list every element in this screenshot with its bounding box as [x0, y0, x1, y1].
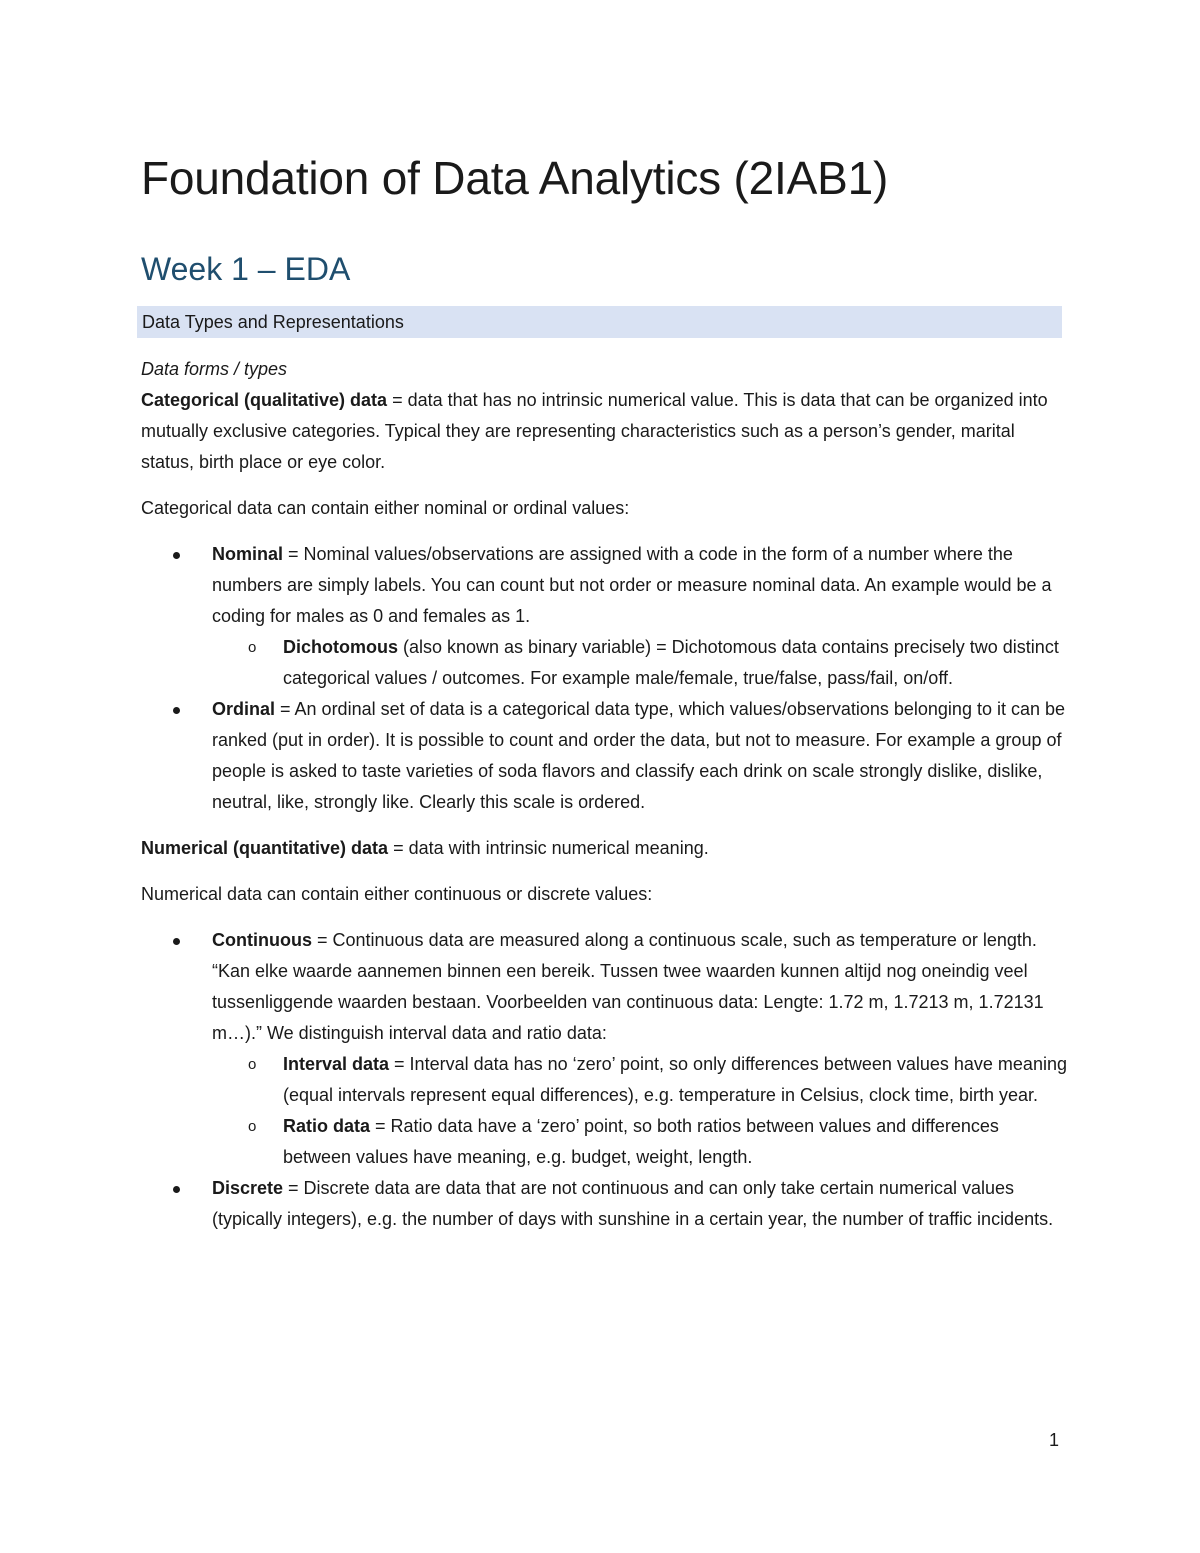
week-heading: Week 1 – EDA [141, 251, 351, 287]
text-ratio: = Ratio data have a ‘zero’ point, so both ratios between values and differences between values have meaning, e.g. budget, weight, length. [283, 1116, 999, 1167]
list-item-dichotomous [212, 632, 1071, 694]
circle-bullet-icon: o [248, 1056, 257, 1073]
term-interval: Interval data [283, 1054, 390, 1074]
term-categorical: Categorical (qualitative) data [141, 390, 388, 410]
document-body [141, 354, 1071, 1250]
paragraph-categorical-intro: Categorical data can contain either nominal or ordinal values: [141, 498, 630, 518]
term-continuous: Continuous [212, 930, 312, 950]
subheading-data-forms: Data forms / types [141, 359, 288, 379]
term-ratio: Ratio data [283, 1116, 371, 1136]
text-dichotomous: (also known as binary variable) = Dichotomous data contains precisely two distinct categorical values / outcomes. For example male/female, true/false, pass/fail, on/off. [283, 637, 1059, 688]
list-item-discrete [141, 1173, 1071, 1235]
term-discrete: Discrete [212, 1178, 284, 1198]
text-ordinal: = An ordinal set of data is a categorical data type, which values/observations belonging to it can be ranked (put in order). It is possible to count and order the data, but not to measure. For example a group of people is asked to taste varieties of soda flavors and classify each drink on scale strongly dislike, dislike, neutral, like, strongly like. Clearly this scale is ordered. [212, 699, 1066, 812]
term-numerical: Numerical (quantitative) data [141, 838, 389, 858]
text-continuous: = Continuous data are measured along a continuous scale, such as temperature or length. “Kan elke waarde aannemen binnen een bereik. Tussen twee waarden kunnen altijd nog oneindig veel tussenliggende waarden bestaan. Voorbeelden van continuous data: Lengte: 1.72 m, 1.7213 m, 1.72131 m…).” We distinguish interval data and ratio data: [212, 930, 1044, 1043]
text-discrete: = Discrete data are data that are not continuous and can only take certain numerical values (typically integers), e.g. the number of days with sunshine in a certain year, the number of traffic incidents. [212, 1178, 1054, 1229]
paragraph-numerical [141, 833, 1071, 864]
text-categorical: = data that has no intrinsic numerical value. This is data that can be organized into mutually exclusive categories. Typical they are representing characteristics such as a person’s gender, marital status, birth place or eye color. [141, 390, 1048, 472]
page-number: 1 [1049, 1430, 1060, 1450]
section-heading-bar [137, 306, 1062, 338]
paragraph-numerical-intro: Numerical data can contain either continuous or discrete values: [141, 884, 653, 904]
term-nominal: Nominal [212, 544, 284, 564]
text-interval: = Interval data has no ‘zero’ point, so only differences between values have meaning (equal intervals represent equal differences), e.g. temperature in Celsius, clock time, birth year. [283, 1054, 1067, 1105]
list-item-continuous [141, 925, 1071, 1173]
text-nominal: = Nominal values/observations are assigned with a code in the form of a number where the numbers are simply labels. You can count but not order or measure nominal data. An example would be a coding for males as 0 and females as 1. [212, 544, 1052, 626]
list-item-ordinal [141, 694, 1071, 818]
list-item-interval [212, 1049, 1071, 1111]
text-numerical: = data with intrinsic numerical meaning. [388, 838, 709, 858]
circle-bullet-icon: o [248, 639, 257, 656]
circle-bullet-icon: o [248, 1118, 257, 1135]
numerical-list [141, 925, 1071, 1235]
document-title: Foundation of Data Analytics (2IAB1) [141, 152, 889, 204]
paragraph-categorical [141, 385, 1071, 478]
categorical-list [141, 539, 1071, 818]
section-heading-text: Data Types and Representations [142, 312, 404, 332]
term-dichotomous: Dichotomous [283, 637, 398, 657]
term-ordinal: Ordinal [212, 699, 276, 719]
nominal-sublist [212, 632, 1071, 694]
list-item-ratio [212, 1111, 1071, 1173]
continuous-sublist [212, 1049, 1071, 1173]
list-item-nominal [141, 539, 1071, 694]
